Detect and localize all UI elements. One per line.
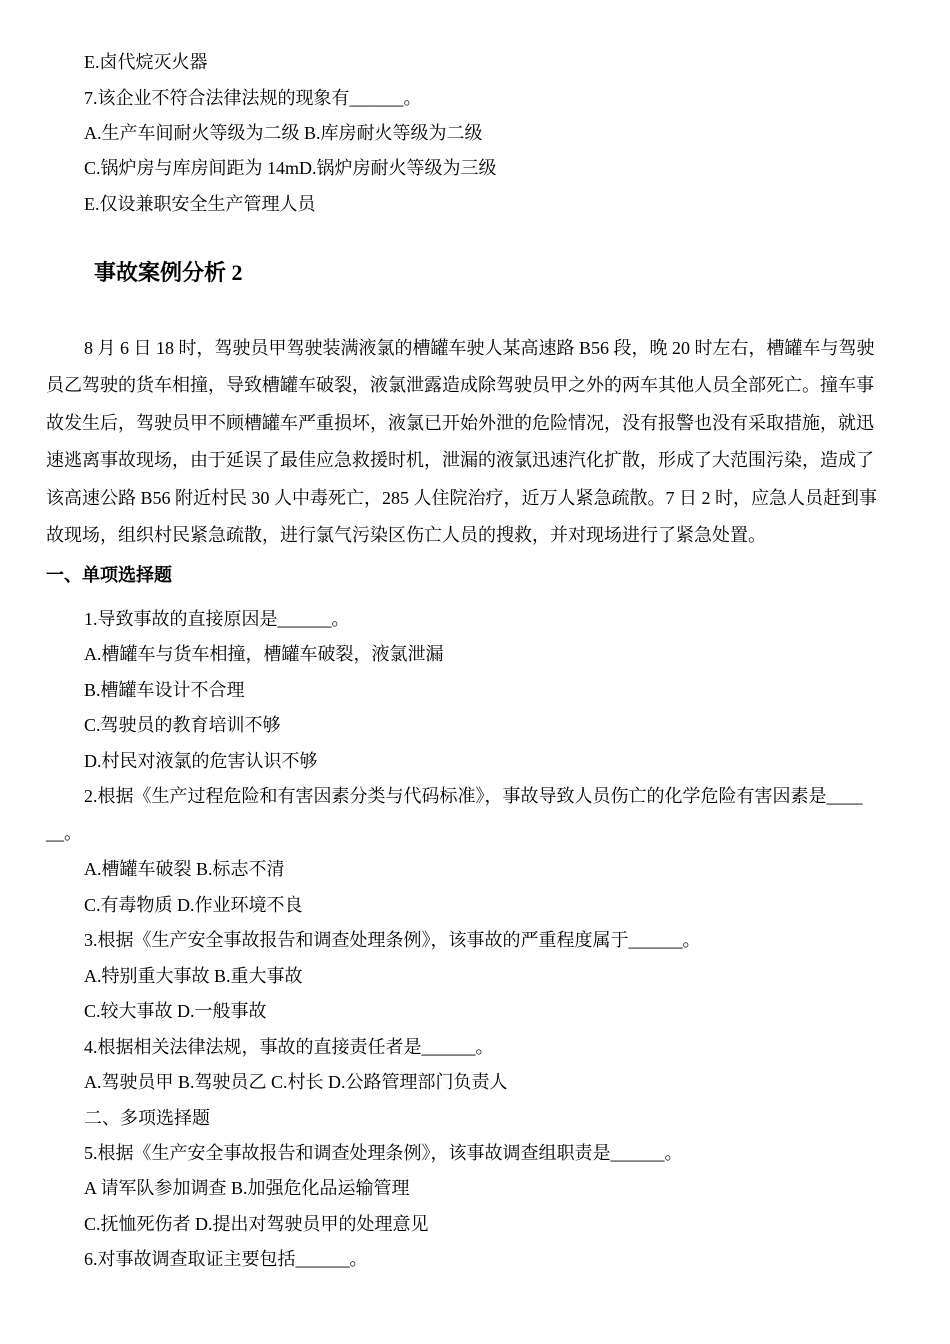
case-paragraph [46, 330, 908, 554]
option-line: A.驾驶员甲 B.驾驶员乙 C.村长 D.公路管理部门负责人 [84, 1072, 508, 1092]
question-line: 5.根据《生产安全事故报告和调查处理条例》，该事故调查组职责是______。 [84, 1143, 683, 1163]
option-line: C.抚恤死伤者 D.提出对驾驶员甲的处理意见 [84, 1214, 429, 1234]
option-line: C.较大事故 D.一般事故 [84, 1001, 267, 1021]
question-line: 4.根据相关法律法规，事故的直接责任者是______。 [84, 1037, 494, 1057]
question-line: 7.该企业不符合法律法规的现象有______。 [84, 88, 422, 108]
question-line: 3.根据《生产安全事故报告和调查处理条例》，该事故的严重程度属于______。 [84, 930, 701, 950]
option-line: A.槽罐车破裂 B.标志不清 [84, 859, 285, 879]
option-line: B.槽罐车设计不合理 [84, 680, 245, 700]
paragraph-line: 故发生后，驾驶员甲不顾槽罐车严重损坏，液氯已开始外泄的危险情况，没有报警也没有采取措施，就迅 [46, 412, 874, 433]
option-line: C.有毒物质 D.作业环境不良 [84, 895, 303, 915]
option-line: A 请军队参加调查 B.加强危化品运输管理 [84, 1178, 410, 1198]
paragraph-line: 速逃离事故现场，由于延误了最佳应急救援时机，泄漏的液氯迅速汽化扩散，形成了大范围污染，造成了 [46, 450, 874, 471]
paragraph-line: 该高速公路 B56 附近村民 30 人中毒死亡，285 人住院治疗，近万人紧急疏散。7 日 2 时，应急人员赶到事 [46, 487, 878, 508]
option-line: E.卤代烷灭火器 [84, 52, 208, 72]
question-line: 6.对事故调查取证主要包括______。 [84, 1249, 368, 1269]
section-title: 二、多项选择题 [84, 1108, 210, 1128]
option-line: A.槽罐车与货车相撞，槽罐车破裂，液氯泄漏 [84, 644, 444, 664]
option-line: C.驾驶员的教育培训不够 [84, 715, 281, 735]
case-title: 事故案例分析 2 [94, 260, 243, 285]
paragraph-line: 员乙驾驶的货车相撞，导致槽罐车破裂，液氯泄露造成除驾驶员甲之外的两车其他人员全部死亡。撞车事 [46, 375, 874, 396]
paragraph-line: 故现场，组织村民紧急疏散，进行氯气污染区伤亡人员的搜救，并对现场进行了紧急处置。 [46, 525, 766, 546]
option-line: A.生产车间耐火等级为二级 B.库房耐火等级为二级 [84, 123, 483, 143]
option-line: D.村民对液氯的危害认识不够 [84, 751, 318, 771]
question-line: 2.根据《生产过程危险和有害因素分类与代码标准》，事故导致人员伤亡的化学危险有害因素是____ [84, 786, 863, 806]
option-line: A.特别重大事故 B.重大事故 [84, 966, 303, 986]
option-line: E.仅设兼职安全生产管理人员 [84, 194, 316, 214]
question-line-continued: __。 [46, 823, 82, 843]
question-wrapped [46, 778, 908, 852]
option-line: C.锅炉房与库房间距为 14mD.锅炉房耐火等级为三级 [84, 158, 497, 178]
paragraph-line: 8 月 6 日 18 时，驾驶员甲驾驶装满液氯的槽罐车驶人某高速路 B56 段，晚 20 时左右，槽罐车与驾驶 [84, 338, 875, 358]
section-title: 一、单项选择题 [46, 565, 172, 585]
question-line: 1.导致事故的直接原因是______。 [84, 609, 350, 629]
